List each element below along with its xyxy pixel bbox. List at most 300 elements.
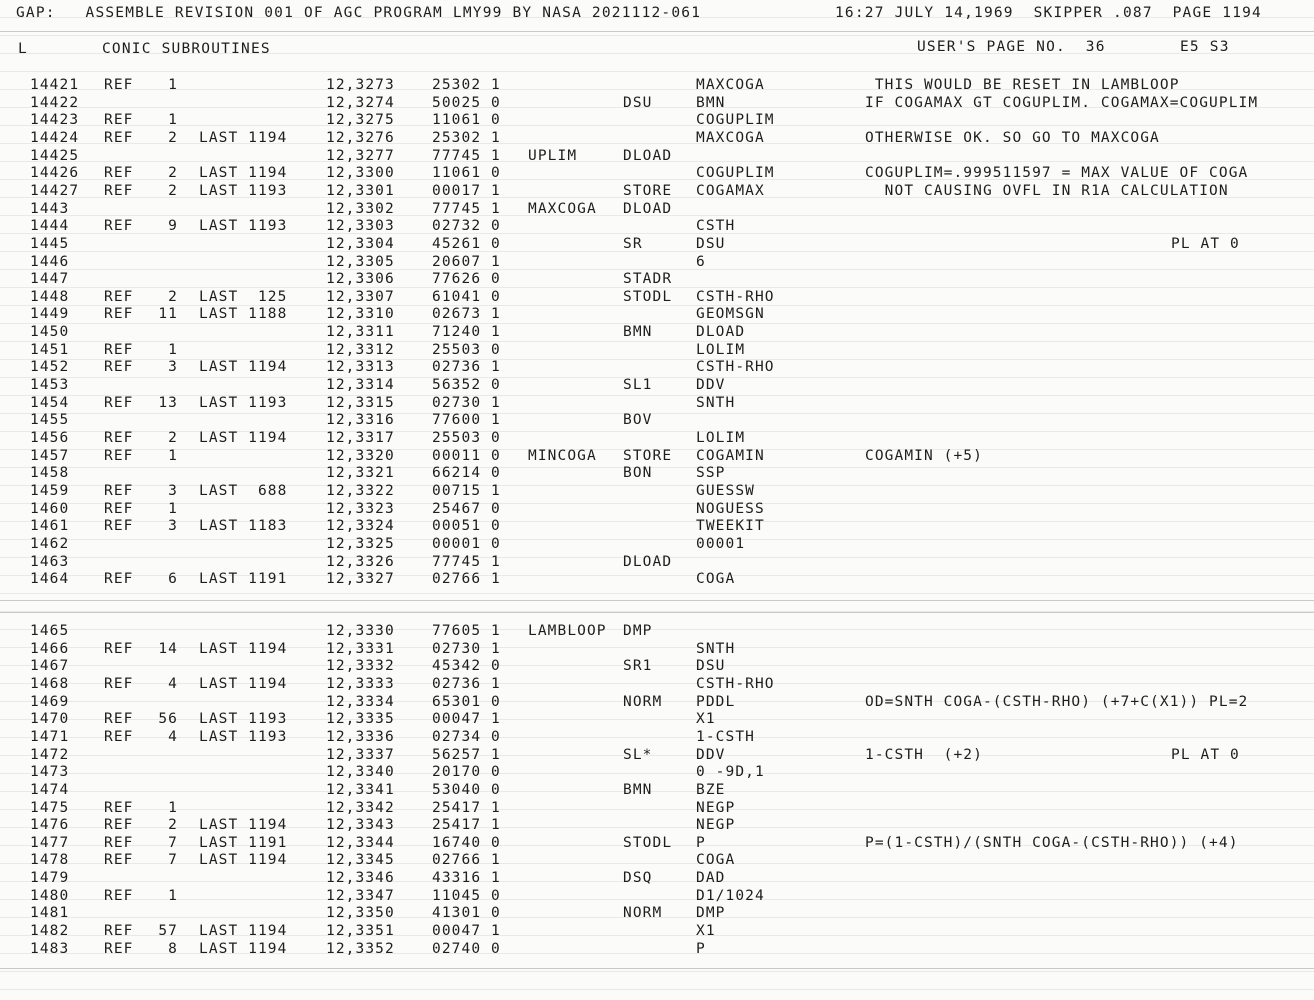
octal-word: 20170 0: [432, 764, 501, 781]
comment: 1-CSTH (+2): [865, 746, 983, 763]
octal-word: 20607 1: [432, 253, 501, 270]
octal-word: 45261 0: [432, 235, 501, 252]
line-number: 1456: [30, 430, 70, 446]
listing-row: [0, 129, 1314, 147]
opcode: STORE: [623, 182, 673, 199]
octal-word: 16740 0: [432, 834, 501, 851]
octal-word: 00047 1: [432, 923, 501, 940]
right-comment: PL AT 0: [1171, 746, 1240, 763]
operand: 1-CSTH: [696, 728, 755, 745]
memory-address: 12,3301: [326, 182, 395, 199]
last-page-ref: LAST 1193: [199, 182, 288, 199]
ref-marker: REF: [104, 518, 134, 535]
operand: GUESSW: [696, 482, 755, 499]
listing-row: [0, 288, 1314, 306]
operand: P: [696, 834, 706, 851]
octal-word: 53040 0: [432, 781, 501, 798]
ref-marker: REF: [104, 165, 134, 182]
octal-word: 77745 1: [432, 553, 501, 570]
ref-count: 3: [168, 359, 178, 376]
listing-row: [0, 763, 1314, 781]
memory-address: 12,3274: [326, 94, 395, 111]
opcode: STORE: [623, 447, 673, 464]
operand: X1: [696, 923, 716, 940]
octal-word: 25503 0: [432, 341, 501, 358]
listing-row: [0, 270, 1314, 288]
ref-marker: REF: [104, 129, 134, 146]
line-number: 1453: [30, 377, 70, 394]
header-assembly-info: GAP: ASSEMBLE REVISION 001 OF AGC PROGRAM LMY99 BY NASA 2021112-061: [16, 5, 702, 21]
listing-row: [0, 640, 1314, 658]
last-page-ref: LAST 1194: [199, 640, 288, 657]
ref-marker: REF: [104, 112, 134, 129]
line-number: 14427: [30, 182, 80, 199]
listing-row: [0, 940, 1314, 958]
opcode: SR1: [623, 658, 653, 675]
memory-address: 12,3303: [326, 218, 395, 235]
ref-marker: REF: [104, 799, 134, 816]
operand: TWEEKIT: [696, 518, 765, 535]
memory-address: 12,3325: [326, 535, 395, 552]
octal-word: 77605 1: [432, 623, 501, 639]
block-separator: [0, 600, 1314, 601]
line-number: 1473: [30, 764, 70, 781]
octal-word: 61041 0: [432, 288, 501, 305]
octal-word: 02673 1: [432, 306, 501, 323]
octal-word: 77600 1: [432, 412, 501, 429]
ref-marker: REF: [104, 940, 134, 957]
memory-address: 12,3314: [326, 377, 395, 394]
line-number: 1474: [30, 781, 70, 798]
memory-address: 12,3311: [326, 324, 395, 341]
listing-row: [0, 869, 1314, 887]
last-page-ref: LAST 1193: [199, 711, 288, 728]
octal-word: 77745 1: [432, 200, 501, 217]
ref-marker: REF: [104, 359, 134, 376]
listing-row: [0, 904, 1314, 922]
symbol-label: UPLIM: [528, 147, 578, 164]
ref-count: 1: [168, 341, 178, 358]
symbol-label: MINCOGA: [528, 447, 597, 464]
ref-count: 1: [168, 799, 178, 816]
ref-marker: REF: [104, 711, 134, 728]
symbol-label: LAMBLOOP: [528, 623, 607, 639]
operand: CSTH-RHO: [696, 288, 775, 305]
memory-address: 12,3306: [326, 271, 395, 288]
ref-count: 57: [158, 923, 178, 940]
ref-count: 2: [168, 182, 178, 199]
last-page-ref: LAST 1193: [199, 218, 288, 235]
line-number: 1457: [30, 447, 70, 464]
octal-word: 02766 1: [432, 571, 501, 588]
operand: NEGP: [696, 799, 736, 816]
opcode: DLOAD: [623, 200, 673, 217]
operand: CSTH: [696, 218, 736, 235]
listing-row: [0, 147, 1314, 165]
comment: NOT CAUSING OVFL IN R1A CALCULATION: [865, 182, 1229, 199]
ref-marker: REF: [104, 640, 134, 657]
octal-word: 11061 0: [432, 112, 501, 129]
comment: OD=SNTH COGA-(CSTH-RHO) (+7+C(X1)) PL=2: [865, 693, 1249, 710]
memory-address: 12,3351: [326, 923, 395, 940]
operand: MAXCOGA: [696, 77, 765, 93]
ref-marker: REF: [104, 341, 134, 358]
opcode: SL1: [623, 377, 653, 394]
line-number: 1483: [30, 940, 70, 957]
last-page-ref: LAST 688: [199, 482, 288, 499]
line-number: 1468: [30, 675, 70, 692]
listing-row: [0, 111, 1314, 129]
line-number: 1479: [30, 870, 70, 887]
ref-marker: REF: [104, 306, 134, 323]
last-page-ref: LAST 1188: [199, 306, 288, 323]
operand: DDV: [696, 377, 726, 394]
octal-word: 65301 0: [432, 693, 501, 710]
last-page-ref: LAST 1194: [199, 852, 288, 869]
operand: COGUPLIM: [696, 165, 775, 182]
line-number: 1454: [30, 394, 70, 411]
operand: COGAMIN: [696, 447, 765, 464]
ref-count: 2: [168, 129, 178, 146]
ref-marker: REF: [104, 728, 134, 745]
line-number: 1455: [30, 412, 70, 429]
octal-word: 00051 0: [432, 518, 501, 535]
listing-row: [0, 94, 1314, 112]
last-page-ref: LAST 1191: [199, 571, 288, 588]
opcode: SR: [623, 235, 643, 252]
memory-address: 12,3327: [326, 571, 395, 588]
last-page-ref: LAST 1193: [199, 728, 288, 745]
comment: COGUPLIM=.999511597 = MAX VALUE OF COGA: [865, 165, 1249, 182]
octal-word: 77626 0: [432, 271, 501, 288]
operand: COGA: [696, 852, 736, 869]
ref-count: 3: [168, 518, 178, 535]
line-number: 1480: [30, 887, 70, 904]
listing-row: [0, 834, 1314, 852]
operand: BMN: [696, 94, 726, 111]
ref-marker: REF: [104, 482, 134, 499]
ref-count: 7: [168, 834, 178, 851]
last-page-ref: LAST 1183: [199, 518, 288, 535]
listing-row: [0, 429, 1314, 447]
listing-row: [0, 887, 1314, 905]
line-number: 1447: [30, 271, 70, 288]
opcode: DSQ: [623, 870, 653, 887]
operand: GEOMSGN: [696, 306, 765, 323]
last-page-ref: LAST 1194: [199, 129, 288, 146]
memory-address: 12,3302: [326, 200, 395, 217]
ref-count: 2: [168, 288, 178, 305]
line-number: 1482: [30, 923, 70, 940]
listing-row: [0, 200, 1314, 218]
memory-address: 12,3345: [326, 852, 395, 869]
line-number: 1469: [30, 693, 70, 710]
line-number: 1449: [30, 306, 70, 323]
ref-marker: REF: [104, 430, 134, 446]
listing-row: [0, 411, 1314, 429]
opcode: BMN: [623, 324, 653, 341]
line-number: 1466: [30, 640, 70, 657]
operand: CSTH-RHO: [696, 675, 775, 692]
operand: 00001: [696, 535, 746, 552]
comment: P=(1-CSTH)/(SNTH COGA-(CSTH-RHO)) (+4): [865, 834, 1239, 851]
last-page-ref: LAST 1193: [199, 394, 288, 411]
last-page-ref: LAST 1194: [199, 940, 288, 957]
line-number: 1464: [30, 571, 70, 588]
ref-marker: REF: [104, 218, 134, 235]
comment: OTHERWISE OK. SO GO TO MAXCOGA: [865, 129, 1160, 146]
last-page-ref: LAST 1194: [199, 165, 288, 182]
ref-count: 1: [168, 112, 178, 129]
last-page-ref: LAST 1194: [199, 923, 288, 940]
memory-address: 12,3277: [326, 147, 395, 164]
comment: COGAMIN (+5): [865, 447, 983, 464]
operand: DSU: [696, 658, 726, 675]
memory-address: 12,3333: [326, 675, 395, 692]
block-separator: [0, 612, 1314, 613]
ref-count: 2: [168, 165, 178, 182]
memory-address: 12,3300: [326, 165, 395, 182]
line-number: 1477: [30, 834, 70, 851]
operand: 0 -9D,1: [696, 764, 765, 781]
listing-row: [0, 553, 1314, 571]
memory-address: 12,3337: [326, 746, 395, 763]
octal-word: 00017 1: [432, 182, 501, 199]
operand: DLOAD: [696, 324, 746, 341]
operand: COGUPLIM: [696, 112, 775, 129]
comment: IF COGAMAX GT COGUPLIM. COGAMAX=COGUPLIM: [865, 94, 1259, 111]
listing-row: [0, 305, 1314, 323]
operand: NEGP: [696, 817, 736, 834]
memory-address: 12,3310: [326, 306, 395, 323]
line-number: 1458: [30, 465, 70, 482]
octal-word: 25302 1: [432, 129, 501, 146]
operand: DSU: [696, 235, 726, 252]
line-number: 1461: [30, 518, 70, 535]
last-page-ref: LAST 1194: [199, 817, 288, 834]
last-page-ref: LAST 125: [199, 288, 288, 305]
octal-word: 56352 0: [432, 377, 501, 394]
operand: D1/1024: [696, 887, 765, 904]
ref-count: 3: [168, 482, 178, 499]
line-number: 1445: [30, 235, 70, 252]
line-number: 14421: [30, 77, 80, 93]
operand: LOLIM: [696, 430, 746, 446]
listing-row: [0, 341, 1314, 359]
memory-address: 12,3304: [326, 235, 395, 252]
listing-row: [0, 710, 1314, 728]
line-number: 1467: [30, 658, 70, 675]
ref-count: 56: [158, 711, 178, 728]
line-number: 14426: [30, 165, 80, 182]
memory-address: 12,3323: [326, 500, 395, 517]
listing-row: [0, 799, 1314, 817]
octal-word: 02766 1: [432, 852, 501, 869]
ref-marker: REF: [104, 834, 134, 851]
listing-row: [0, 482, 1314, 500]
listing-row: [0, 217, 1314, 235]
opcode: BON: [623, 465, 653, 482]
octal-word: 00001 0: [432, 535, 501, 552]
memory-address: 12,3344: [326, 834, 395, 851]
listing-row: [0, 746, 1314, 764]
ref-marker: REF: [104, 288, 134, 305]
listing-row: [0, 464, 1314, 482]
operand: SNTH: [696, 640, 736, 657]
listing-row: [0, 535, 1314, 553]
memory-address: 12,3273: [326, 77, 395, 93]
opcode: DMP: [623, 623, 653, 639]
operand: COGAMAX: [696, 182, 765, 199]
ref-marker: REF: [104, 675, 134, 692]
octal-word: 25417 1: [432, 799, 501, 816]
opcode: DLOAD: [623, 147, 673, 164]
ref-count: 1: [168, 77, 178, 93]
opcode: STADR: [623, 271, 673, 288]
octal-word: 02734 0: [432, 728, 501, 745]
line-number: 1465: [30, 623, 70, 639]
octal-word: 71240 1: [432, 324, 501, 341]
operand: PDDL: [696, 693, 736, 710]
operand: DDV: [696, 746, 726, 763]
memory-address: 12,3334: [326, 693, 395, 710]
comment: THIS WOULD BE RESET IN LAMBLOOP: [865, 77, 1180, 93]
operand: 6: [696, 253, 706, 270]
line-number: 1443: [30, 200, 70, 217]
operand: P: [696, 940, 706, 957]
line-number: 1470: [30, 711, 70, 728]
octal-word: 56257 1: [432, 746, 501, 763]
memory-address: 12,3330: [326, 623, 395, 639]
memory-address: 12,3321: [326, 465, 395, 482]
ref-marker: REF: [104, 887, 134, 904]
ref-count: 9: [168, 218, 178, 235]
listing-row: [0, 182, 1314, 200]
ref-count: 4: [168, 728, 178, 745]
section-title: CONIC SUBROUTINES: [102, 41, 271, 57]
octal-word: 02736 1: [432, 359, 501, 376]
ref-marker: REF: [104, 394, 134, 411]
memory-address: 12,3305: [326, 253, 395, 270]
octal-word: 50025 0: [432, 94, 501, 111]
ref-count: 4: [168, 675, 178, 692]
memory-address: 12,3320: [326, 447, 395, 464]
octal-word: 02730 1: [432, 394, 501, 411]
operand: DAD: [696, 870, 726, 887]
octal-word: 11045 0: [432, 887, 501, 904]
line-number: 1450: [30, 324, 70, 341]
octal-word: 41301 0: [432, 905, 501, 922]
listing-row: [0, 500, 1314, 518]
memory-address: 12,3341: [326, 781, 395, 798]
footer-rule: [0, 968, 1314, 969]
ref-count: 1: [168, 500, 178, 517]
log-section-mark: L: [18, 41, 28, 57]
line-number: 1478: [30, 852, 70, 869]
octal-word: 00011 0: [432, 447, 501, 464]
line-number: 1459: [30, 482, 70, 499]
ref-count: 11: [158, 306, 178, 323]
listing-row: [0, 675, 1314, 693]
memory-address: 12,3276: [326, 129, 395, 146]
ref-marker: REF: [104, 571, 134, 588]
line-number: 14422: [30, 94, 80, 111]
ref-marker: REF: [104, 77, 134, 93]
memory-address: 12,3335: [326, 711, 395, 728]
octal-word: 25503 0: [432, 430, 501, 446]
opcode: DLOAD: [623, 553, 673, 570]
line-number: 1481: [30, 905, 70, 922]
memory-address: 12,3332: [326, 658, 395, 675]
operand: COGA: [696, 571, 736, 588]
listing-row: [0, 358, 1314, 376]
listing-row: [0, 376, 1314, 394]
right-comment: PL AT 0: [1171, 235, 1240, 252]
ref-marker: REF: [104, 817, 134, 834]
ref-count: 14: [158, 640, 178, 657]
line-number: 14424: [30, 129, 80, 146]
listing-row: [0, 922, 1314, 940]
listing-row: [0, 517, 1314, 535]
listing-row: [0, 235, 1314, 253]
listing-row: [0, 657, 1314, 675]
operand: NOGUESS: [696, 500, 765, 517]
ref-marker: REF: [104, 500, 134, 517]
ref-count: 2: [168, 817, 178, 834]
opcode: BMN: [623, 781, 653, 798]
line-number: 1462: [30, 535, 70, 552]
header-date-page: 16:27 JULY 14,1969 SKIPPER .087 PAGE 1194: [835, 5, 1262, 21]
operand: DMP: [696, 905, 726, 922]
line-number: 14425: [30, 147, 80, 164]
line-number: 1446: [30, 253, 70, 270]
memory-address: 12,3313: [326, 359, 395, 376]
octal-word: 43316 1: [432, 870, 501, 887]
octal-word: 66214 0: [432, 465, 501, 482]
line-number: 1463: [30, 553, 70, 570]
symbol-label: MAXCOGA: [528, 200, 597, 217]
listing-row: [0, 394, 1314, 412]
memory-address: 12,3315: [326, 394, 395, 411]
memory-address: 12,3331: [326, 640, 395, 657]
ref-marker: REF: [104, 182, 134, 199]
listing-row: [0, 693, 1314, 711]
listing-row: [0, 323, 1314, 341]
octal-word: 25467 0: [432, 500, 501, 517]
last-page-ref: LAST 1191: [199, 834, 288, 851]
listing-row: [0, 781, 1314, 799]
octal-word: 02740 0: [432, 940, 501, 957]
ref-count: 6: [168, 571, 178, 588]
operand: MAXCOGA: [696, 129, 765, 146]
operand: BZE: [696, 781, 726, 798]
memory-address: 12,3342: [326, 799, 395, 816]
line-number: 1452: [30, 359, 70, 376]
operand: CSTH-RHO: [696, 359, 775, 376]
ref-count: 1: [168, 447, 178, 464]
memory-address: 12,3346: [326, 870, 395, 887]
opcode: BOV: [623, 412, 653, 429]
memory-address: 12,3307: [326, 288, 395, 305]
octal-word: 00715 1: [432, 482, 501, 499]
octal-word: 45342 0: [432, 658, 501, 675]
opcode: NORM: [623, 905, 663, 922]
operand: SNTH: [696, 394, 736, 411]
memory-address: 12,3343: [326, 817, 395, 834]
ref-count: 2: [168, 430, 178, 446]
opcode: NORM: [623, 693, 663, 710]
memory-address: 12,3326: [326, 553, 395, 570]
